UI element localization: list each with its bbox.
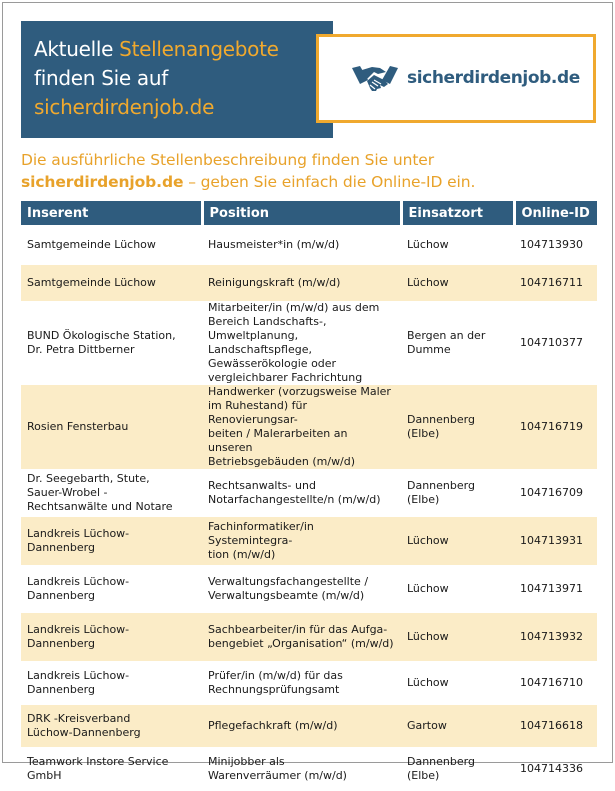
headline-line-3: sicherdirdenjob.de bbox=[34, 95, 215, 119]
cell-inserent: Dr. Seegebarth, Stute, Sauer-Wrobel - Rechtsanwälte und Notare bbox=[27, 472, 173, 513]
intro-part-1: Die ausführliche Stellenbeschreibung finden Sie unter bbox=[21, 151, 435, 169]
table-row bbox=[21, 747, 597, 791]
headline-word: Aktuelle bbox=[34, 37, 114, 61]
cell-einsatzort: Lüchow bbox=[407, 676, 449, 689]
cell-position: Mitarbeiter/in (m/w/d) aus dem Bereich Landschafts-, Umweltplanung, Landschaftspflege, Gewässerökologie oder vergleichbarer Fachrichtung bbox=[208, 301, 380, 384]
cell-online-id: 104713930 bbox=[520, 238, 583, 251]
cell-position: Sachbearbeiter/in für das Aufga- bengebiet „Organisation“ (m/w/d) bbox=[202, 613, 401, 661]
cell-position: Handwerker (vorzugsweise Maler im Ruhestand) für Renovierungsar- beiten / Malerarbeiten an unseren Betriebsgebäuden (m/w/d) bbox=[202, 385, 401, 469]
cell-inserent: Landkreis Lüchow-Dannenberg bbox=[21, 517, 202, 565]
cell-einsatzort: Bergen an der Dumme bbox=[407, 329, 486, 356]
header-position: Position bbox=[202, 201, 401, 225]
cell-einsatzort: Lüchow bbox=[407, 238, 449, 251]
cell-einsatzort: Dannenberg (Elbe) bbox=[401, 385, 514, 469]
cell-inserent: Samtgemeinde Lüchow bbox=[27, 238, 156, 251]
cell-inserent: BUND Ökologische Station, Dr. Petra Dittberner bbox=[27, 329, 176, 356]
cell-position: Pflegefachkraft (m/w/d) bbox=[202, 705, 401, 747]
cell-einsatzort: Dannenberg (Elbe) bbox=[407, 755, 475, 782]
table-header-row bbox=[21, 201, 597, 225]
cell-online-id: 104716709 bbox=[520, 486, 583, 499]
cell-position: Fachinformatiker/in Systemintegra- tion (m/w/d) bbox=[202, 517, 401, 565]
cell-online-id: 104713932 bbox=[514, 613, 597, 661]
cell-inserent: Samtgemeinde Lüchow bbox=[21, 265, 202, 301]
table-row bbox=[21, 613, 597, 661]
cell-inserent: Teamwork Instore Service GmbH bbox=[27, 755, 169, 782]
cell-online-id: 104716710 bbox=[520, 676, 583, 689]
cell-position: Verwaltungsfachangestellte / Verwaltungsbeamte (m/w/d) bbox=[208, 575, 369, 602]
cell-online-id: 104716618 bbox=[514, 705, 597, 747]
cell-position: Rechtsanwalts- und Notarfachangestellte/n (m/w/d) bbox=[208, 479, 381, 506]
ad-frame bbox=[2, 2, 613, 782]
cell-online-id: 104716719 bbox=[514, 385, 597, 469]
cell-inserent: Landkreis Lüchow-Dannenberg bbox=[27, 669, 130, 696]
cell-online-id: 104710377 bbox=[520, 336, 583, 349]
cell-inserent: DRK -Kreisverband Lüchow-Dannenberg bbox=[21, 705, 202, 747]
intro-link[interactable]: sicherdirdenjob.de bbox=[21, 173, 184, 191]
cell-inserent: Landkreis Lüchow-Dannenberg bbox=[21, 613, 202, 661]
cell-position: Hausmeister*in (m/w/d) bbox=[208, 238, 340, 251]
intro-part-2: – geben Sie einfach die Online-ID ein. bbox=[188, 173, 476, 191]
job-rows bbox=[21, 225, 597, 791]
table-row bbox=[21, 469, 597, 517]
table-row bbox=[21, 385, 597, 469]
header-inserent: Inserent bbox=[21, 201, 202, 225]
cell-inserent: Rosien Fensterbau bbox=[21, 385, 202, 469]
cell-online-id: 104714336 bbox=[520, 762, 583, 775]
cell-position: Reinigungskraft (m/w/d) bbox=[202, 265, 401, 301]
cell-einsatzort: Dannenberg (Elbe) bbox=[407, 479, 475, 506]
cell-einsatzort: Lüchow bbox=[401, 265, 514, 301]
headline-highlight: Stellenangebote bbox=[119, 37, 279, 61]
table-row bbox=[21, 225, 597, 265]
header-online-id: Online-ID bbox=[514, 201, 597, 225]
handshake-icon bbox=[350, 58, 400, 98]
table-row bbox=[21, 661, 597, 705]
cell-einsatzort: Gartow bbox=[401, 705, 514, 747]
table-row bbox=[21, 565, 597, 613]
table-row bbox=[21, 265, 597, 301]
cell-position: Minijobber als Warenverräumer (m/w/d) bbox=[208, 755, 347, 782]
headline-banner bbox=[21, 21, 333, 138]
cell-einsatzort: Lüchow bbox=[401, 517, 514, 565]
header-einsatzort: Einsatzort bbox=[401, 201, 514, 225]
table-row bbox=[21, 301, 597, 385]
job-table bbox=[21, 201, 597, 791]
cell-einsatzort: Lüchow bbox=[407, 582, 449, 595]
logo-box[interactable] bbox=[316, 34, 596, 123]
cell-online-id: 104713931 bbox=[514, 517, 597, 565]
headline-line-2: finden Sie auf bbox=[34, 66, 168, 90]
cell-inserent: Landkreis Lüchow-Dannenberg bbox=[27, 575, 130, 602]
table-row bbox=[21, 705, 597, 747]
cell-einsatzort: Lüchow bbox=[401, 613, 514, 661]
cell-position: Prüfer/in (m/w/d) für das Rechnungsprüfungsamt bbox=[208, 669, 343, 696]
table-row bbox=[21, 517, 597, 565]
logo-text: sicherdirdenjob.de bbox=[407, 68, 580, 88]
cell-online-id: 104716711 bbox=[514, 265, 597, 301]
cell-online-id: 104713971 bbox=[520, 582, 583, 595]
headline-line-1 bbox=[34, 35, 333, 64]
intro-text bbox=[21, 149, 601, 193]
